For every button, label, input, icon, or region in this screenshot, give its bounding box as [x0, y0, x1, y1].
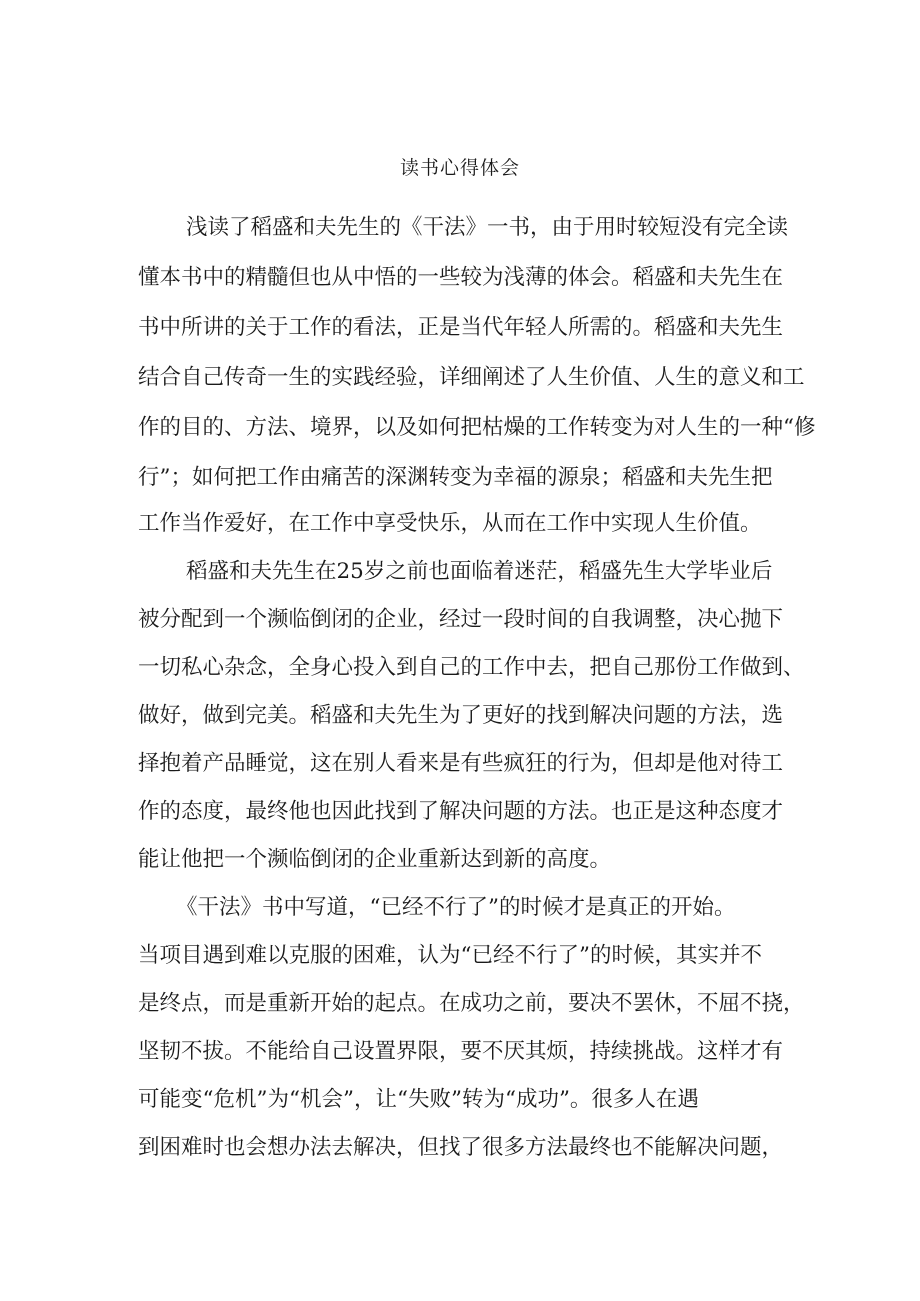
paragraph-line: 浅读了稻盛和夫先生的《干法》一书，由于用时较短没有完全读	[186, 215, 789, 240]
paragraph-line: 可能变“危机”为“机会”，让“失败”转为“成功”。很多人在遇	[138, 1087, 699, 1112]
paragraph-line: 书中所讲的关于工作的看法，正是当代年轻人所需的。稻盛和夫先生	[138, 315, 784, 340]
paragraph-line: 懂本书中的精髓但也从中悟的一些较为浅薄的体会。稻盛和夫先生在	[138, 265, 784, 290]
paragraph-line: 被分配到一个濒临倒闭的企业，经过一段时间的自我调整，决心抛下	[138, 607, 784, 632]
paragraph-line: 当项目遇到难以克服的困难，认为“已经不行了”的时候，其实并不	[138, 943, 762, 968]
paragraph-line: 结合自己传奇一生的实践经验，详细阐述了人生价值、人生的意义和工	[138, 365, 805, 390]
paragraph-line: 做好，做到完美。稻盛和夫先生为了更好的找到解决问题的方法，选	[138, 703, 784, 728]
paragraph-line: 工作当作爱好，在工作中享受快乐，从而在工作中实现人生价值。	[138, 511, 762, 536]
paragraph-line: 坚韧不拔。不能给自己设置界限，要不厌其烦，持续挑战。这样才有	[138, 1039, 784, 1064]
paragraph-line: 稻盛和夫先生在25岁之前也面临着迷茫，稻盛先生大学毕业后	[186, 559, 773, 584]
paragraph-line: 择抱着产品睡觉，这在别人看来是有些疯狂的行为，但却是他对待工	[138, 751, 784, 776]
paragraph-line: 作的态度，最终他也因此找到了解决问题的方法。也正是这种态度才	[138, 799, 784, 824]
paragraph-line: 到困难时也会想办法去解决，但找了很多方法最终也不能解决问题，	[138, 1135, 784, 1160]
paragraph-line: 是终点，而是重新开始的起点。在成功之前，要决不罢休，不屈不挠，	[138, 991, 805, 1016]
document-title: 读书心得体会	[399, 157, 520, 179]
paragraph-line: 作的目的、方法、境界，以及如何把枯燥的工作转变为对人生的一种“修	[138, 415, 816, 440]
paragraph-line: 一切私心杂念，全身心投入到自己的工作中去，把自己那份工作做到、	[138, 655, 805, 680]
paragraph-line: 行”；如何把工作由痛苦的深渊转变为幸福的源泉；稻盛和夫先生把	[138, 465, 773, 490]
paragraph-line: 能让他把一个濒临倒闭的企业重新达到新的高度。	[138, 847, 612, 872]
paragraph-line: 《干法》书中写道，“已经不行了”的时候才是真正的开始。	[176, 895, 736, 920]
